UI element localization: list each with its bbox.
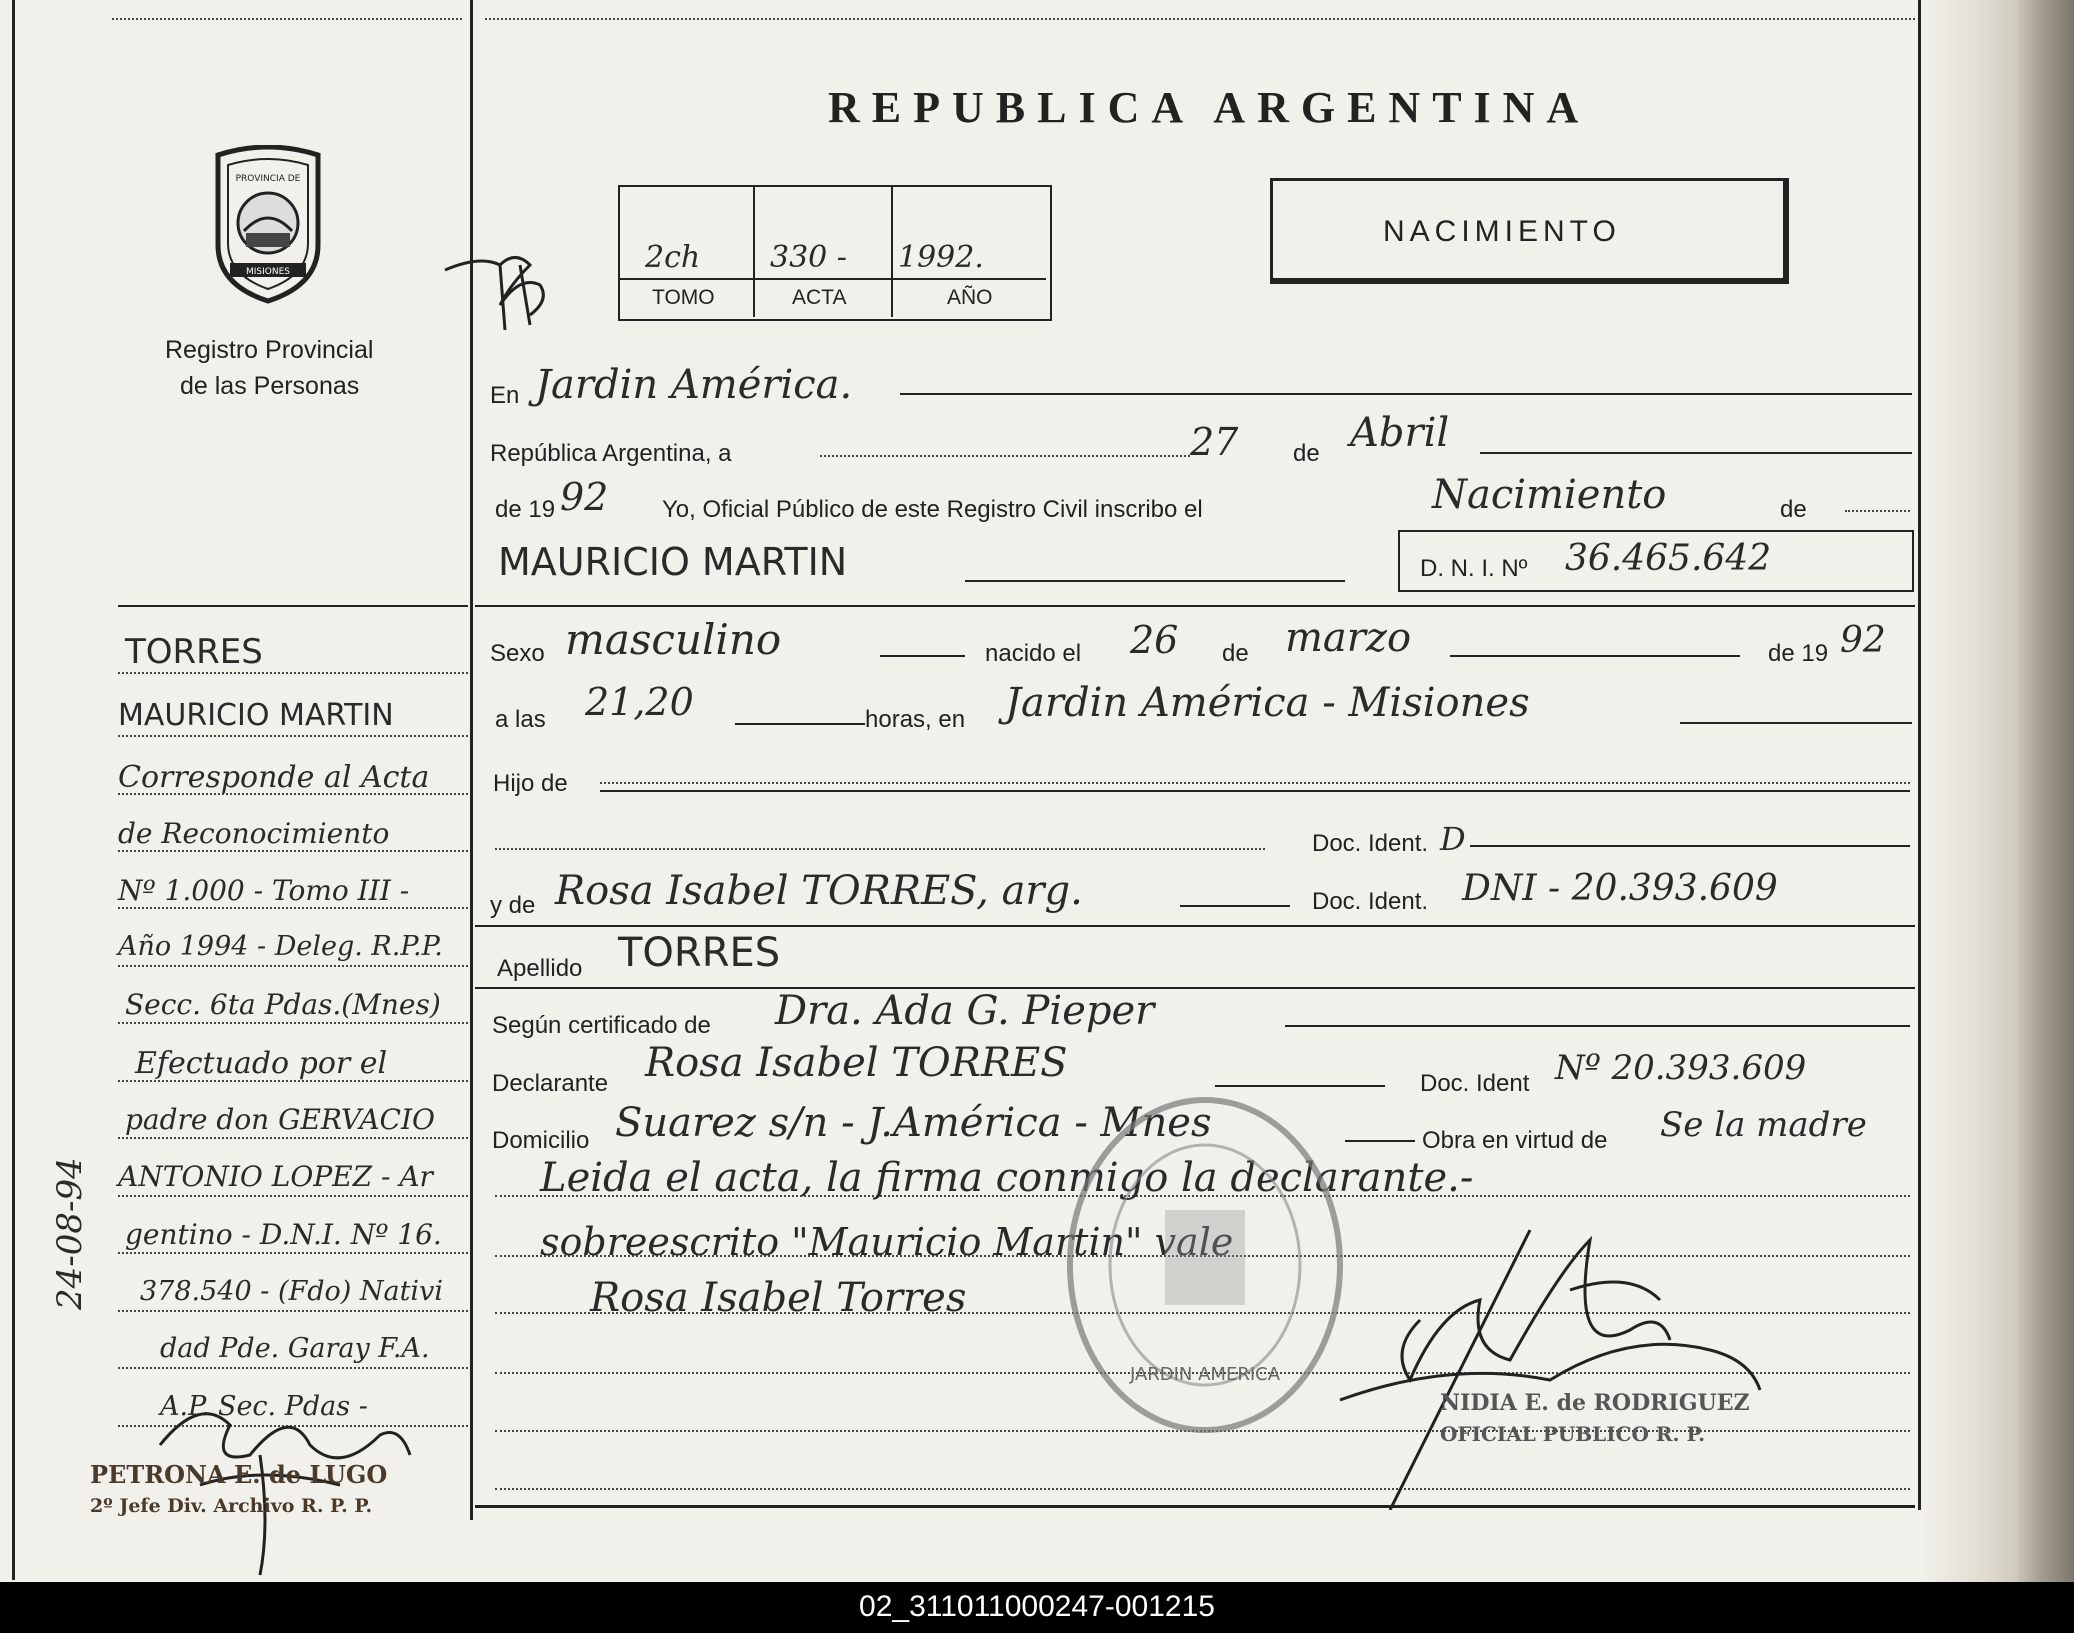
hour-value: 21,20 [585,680,694,724]
birth-year-suffix: 92 [1840,620,1886,661]
margin-line-9 [118,1195,468,1197]
registry-name-line1: Registro Provincial [165,336,374,364]
footer-bar [0,1582,2074,1633]
tomo-value: 2ch [645,240,701,275]
margin-separator [118,605,468,607]
margin-line-3 [118,850,468,852]
registry-box-rule [620,278,1046,280]
doc3-value: Nº 20.393.609 [1555,1048,1807,1088]
official-stamp-line1: NIDIA E. de RODRIGUEZ [1440,1390,1750,1416]
margin-line-12 [118,1367,468,1369]
declarante-value: Rosa Isabel TORRES [645,1040,1068,1086]
margin-line-8 [118,1137,468,1139]
margin-stamp-line1: PETRONA E. de LUGO [90,1460,388,1489]
margin-line-6 [118,1022,468,1024]
declarante-label: Declarante [492,1070,609,1097]
hijo-rule [600,790,1910,792]
margin-line-text-10: dad Pde. Garay F.A. [160,1333,430,1364]
note-line-1: Leida el acta, la firma conmigo la declarante.- [540,1155,1474,1201]
doc-ident-label-1: Doc. Ident. [1312,830,1429,857]
document-code: 02_311011000247-001215 [859,1590,1215,1623]
margin-line-text-5: Efectuado por el [135,1046,388,1081]
margin-line-text-1: de Reconocimiento [118,817,390,850]
year-suffix: 92 [560,475,609,519]
official-text: Yo, Oficial Público de este Registro Civil inscribo el [662,496,1203,523]
page-edge [1920,0,2018,1582]
registry-box-divider-2 [891,187,893,317]
en-value: Jardin América. [535,362,853,408]
month-rule [1480,452,1912,454]
margin-line-11 [118,1310,468,1312]
yde-separator [475,925,1915,927]
hour-rule [735,723,865,725]
seal-top-text: PROVINCIA DE [235,174,301,184]
apellido-value: TORRES [618,930,781,976]
year-prefix: de 19 [495,496,556,523]
sexo-rule [880,655,965,657]
margin-line-text-6: padre don GERVACIO [125,1103,435,1136]
doc1-value: D [1440,820,1466,858]
en-label: En [490,382,520,409]
registry-box-divider-1 [753,187,755,317]
mother-value: Rosa Isabel TORRES, arg. [555,868,1083,914]
event-value: Nacimiento [1432,472,1667,518]
doc2-value: DNI - 20.393.609 [1462,868,1778,909]
top-rule-right [485,18,1915,20]
province-seal-icon [210,145,326,305]
hijo-label: Hijo de [493,770,568,797]
obra-value: Se la madre [1660,1105,1867,1145]
nacido-label: nacido el [985,640,1082,667]
certificado-rule [1285,1025,1910,1027]
mother-rule [1180,905,1290,907]
note-line-2: sobreescrito "Mauricio Martin" vale [540,1220,1234,1264]
domicilio-label: Domicilio [492,1127,590,1154]
de-label-3: de [1222,640,1249,667]
birth-year-prefix: de 19 [1768,640,1829,667]
left-border [12,0,15,1580]
book-binding [2018,0,2074,1582]
domicilio-value: Suarez s/n - J.América - Mnes [615,1100,1212,1146]
birth-month: marzo [1285,615,1412,661]
horas-label: horas, en [865,706,966,733]
form-separator [475,605,1915,607]
birth-month-rule [1450,655,1740,657]
day-value: 27 [1190,420,1239,464]
alas-label: a las [495,706,546,733]
margin-line-text-9: 378.540 - (Fdo) Nativi [140,1276,443,1307]
acta-value: 330 - [770,240,847,275]
margin-given: MAURICIO MARTIN [118,698,394,733]
margin-line-1 [118,735,468,737]
margin-line-10 [118,1252,468,1254]
apellido-separator [475,987,1915,989]
hijo-dots [600,782,1910,784]
place-value: Jardin América - Misiones [1005,680,1530,726]
column-divider [470,0,473,1520]
margin-line-text-8: gentino - D.N.I. Nº 16. [125,1218,442,1251]
birth-day: 26 [1130,618,1179,662]
record-type-label: NACIMIENTO [1383,215,1621,248]
margin-line-text-11: A.P. Sec. Pdas - [160,1391,368,1422]
right-border [1918,0,1921,1510]
obra-label: Obra en virtud de [1422,1127,1608,1154]
dni-label: D. N. I. Nº [1420,555,1528,582]
de-label-2: de [1780,496,1807,523]
round-stamp-text: JARDIN AMERICA [1129,1364,1281,1385]
sexo-label: Sexo [490,640,545,667]
margin-line-text-7: ANTONIO LOPEZ - Ar [118,1160,433,1193]
tomo-label: TOMO [652,286,715,309]
margin-line-text-3: Año 1994 - Deleg. R.P.P. [118,931,443,962]
round-official-stamp-icon [1060,1090,1350,1440]
initials-signature [440,245,570,335]
margin-date: 24-08-94 [50,1157,90,1310]
top-rule-left [112,18,462,20]
seal-bottom-text: MISIONES [245,267,291,277]
doc1-dots [495,848,1265,850]
name-value: MAURICIO MARTIN [498,540,848,584]
declarante-rule [1215,1085,1385,1087]
month-value: Abril [1350,410,1450,456]
republica-label: República Argentina, a [490,440,732,467]
apellido-label: Apellido [497,955,583,982]
official-stamp-line2: OFICIAL PUBLICO R. P. [1440,1422,1706,1446]
ano-label: AÑO [947,286,993,309]
margin-line-0 [118,672,468,674]
registry-name-line2: de las Personas [180,372,360,400]
margin-surname: TORRES [125,632,263,672]
certificado-value: Dra. Ada G. Pieper [775,988,1155,1034]
margin-line-4 [118,907,468,909]
domicilio-rule [1345,1140,1415,1142]
official-signature [1330,1210,1770,1510]
place-rule [1680,722,1912,724]
country-title: REPUBLICA ARGENTINA [828,83,1591,132]
note-line-3: Rosa Isabel Torres [590,1275,967,1321]
acta-label: ACTA [792,286,847,309]
certificado-label: Según certificado de [492,1012,711,1039]
margin-stamp-line2: 2º Jefe Div. Archivo R. P. P. [90,1495,373,1517]
margin-line-text-2: Nº 1.000 - Tomo III - [118,874,410,907]
de-label: de [1293,440,1320,467]
doc-ident-label-2: Doc. Ident. [1312,888,1429,915]
doc1-rule [1470,845,1910,847]
dni-value: 36.465.642 [1565,538,1772,579]
republica-dots [820,455,1190,457]
yde-label: y de [490,892,536,919]
name-rule [965,580,1345,582]
en-rule [900,393,1912,395]
margin-line-text-4: Secc. 6ta Pdas.(Mnes) [125,988,441,1021]
margin-line-5 [118,965,468,967]
sexo-value: masculino [565,615,782,664]
doc-ident-label-3: Doc. Ident [1420,1070,1530,1097]
margin-line-text-0: Corresponde al Acta [118,760,430,795]
ano-value: 1992. [898,240,984,275]
de-dots [1845,510,1910,512]
